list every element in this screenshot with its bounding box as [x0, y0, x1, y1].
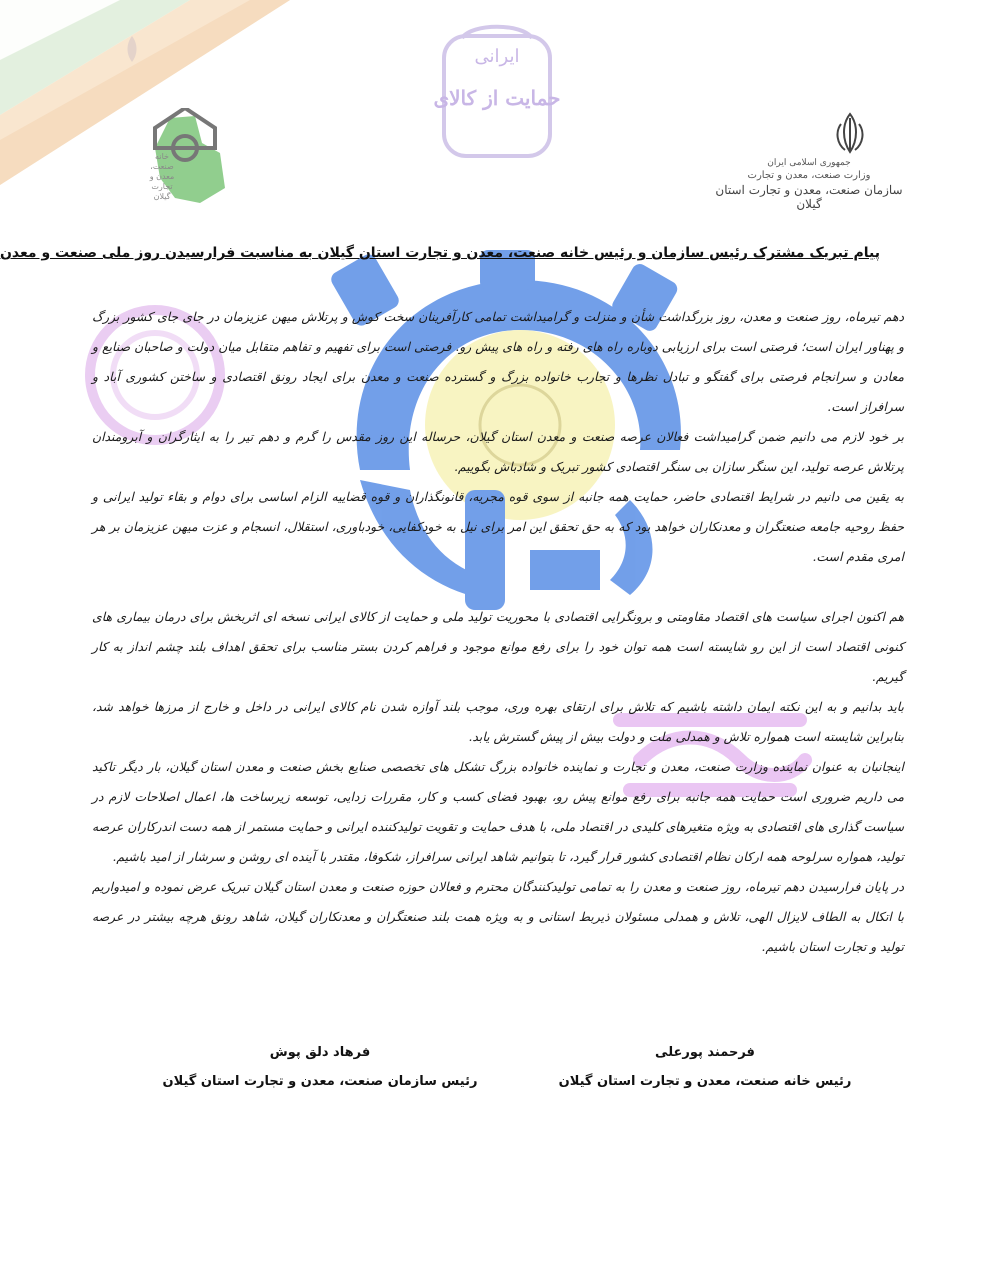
paragraph: به یقین می دانیم در شرایط اقتصادی حاضر، حمایت همه جانبه از سوی قوه مجریه، قانونگذاران و قوه قضاییه الزام اساسی برای دوام و بقاء تولید ایرانی و حفظ روحیه جامعه صنعتگران و معدنکاران خواهد بود که به حق تحقق این امر برای نیل به خودکفایی، خودباوری، استقلال، انسجام و عزت میهن عزیزمان بر هر امری مقدم است. — [92, 489, 904, 564]
organization-name-block — [709, 158, 909, 211]
signature-name: فرحمند پورعلی — [655, 1045, 755, 1060]
paragraph: اینجانبان به عنوان نماینده وزارت صنعت، معدن و تجارت و نماینده خانواده بزرگ تشکل های تخصصی صنایع بخش صنعت و معدن استان گیلان، بار دیگر تاکید می داریم ضروری است حمایت همه جانبه برای رفع موانع پیش رو، بهبود فضای کسب و کار، مقررات زدایی، توسعه زیرساخت ها، اعمال اصلاحات لازم در سیاست گذاری های اقتصادی به ویژه متغیرهای کلیدی در اقتصاد ملی، با هدف حمایت و تقویت تولیدکننده ایرانی و حمایت مستمر از همه دست اندرکاران عرصه تولید، همواره سرلوحه همه ارکان نظام اقتصادی کشور قرار گیرد، تا بتوانیم شاهد ایرانی سرافراز، شکوفا، مقتدر با آینده ای روشن و سرشار از امید باشیم. — [92, 759, 904, 864]
paragraph: هم اکنون اجرای سیاست های اقتصاد مقاومتی و برونگرایی اقتصادی با محوریت تولید ملی و حمایت از کالای ایرانی نسخه ای اثربخش برای درمان بیماری های کنونی اقتصاد است از این رو شایسته است همه توان خود را برای رفع موانع موجود و فراهم کردن بستر مناسب برای تحقق اهداف بلند چشم انداز به کار گیریم. — [92, 609, 904, 684]
iran-emblem-top-icon — [112, 30, 152, 70]
paragraph-gap — [92, 572, 904, 602]
paragraph: باید بدانیم و به این نکته ایمان داشته باشیم که تلاش برای ارتقای بهره وری، موجب بلند آوازه شدن نام کالای ایرانی در داخل و خارج از مرزها خواهد شد، بنابراین شایسته است همواره تلاش و همدلی ملت و دولت بیش از پیش گسترش یابد. — [92, 699, 904, 744]
signature-industry-house-head — [555, 1045, 855, 1089]
org-line-ministry: وزارت صنعت، معدن و تجارت — [747, 170, 871, 181]
org-line-organization: سازمان صنعت، معدن و تجارت استان گیلان — [715, 183, 903, 211]
letter-title: پیام تبریک مشترک رئیس سازمان و رئیس خانه صنعت، معدن و تجارت استان گیلان به مناسبت فرارسیدن روز ملی صنعت و معدن — [0, 245, 880, 261]
paragraph: در پایان فرارسیدن دهم تیرماه، روز صنعت و معدن را به تمامی تولیدکنندگان محترم و فعالان حوزه صنعت و معدن استان گیلان تبریک عرض نموده و امیدواریم با اتکال به الطاف لایزال الهی، تلاش و همدلی مسئولان ذیربط استانی و به ویژه همت بلند صنعتگران و معدنکاران گیلان، شاهد رونق هرچه بیشتر در عرصه تولید و تجارت استان باشیم. — [92, 879, 904, 954]
org-line-country: جمهوری اسلامی ایران — [767, 158, 851, 168]
iran-emblem-icon — [795, 110, 905, 160]
industry-house-logo-text: خانه صنعت، معدن و تجارت گیلان — [149, 152, 175, 201]
letter-body — [92, 302, 904, 962]
iranian-goods-logo — [432, 18, 562, 168]
signature-role: رئیس خانه صنعت، معدن و تجارت استان گیلان — [558, 1074, 852, 1089]
signature-organization-head — [150, 1045, 490, 1089]
paragraph: دهم تیرماه، روز صنعت و معدن، روز بزرگداشت شأن و منزلت و گرامیداشت تمامی کارآفرینان سخت کوش و پرتلاش میهن عزیزمان در جای جای کشور بزرگ و پهناور ایران است؛ فرصتی است برای ارزیابی دوباره راه های رفته و راه های پیش رو. فرصتی است برای تفهیم و تفاهم متقابل میان دولت و صاحبان صنایع و معادن و سرانجام فرصتی برای گفتگو و تبادل نظرها و تجارب خانواده بزرگ و گسترده صنعت و معدن برای ایجاد رونق اقتصادی و ساختن کشوری آباد و سرافراز است. — [92, 309, 904, 414]
signature-role: رئیس سازمان صنعت، معدن و تجارت استان گیلان — [162, 1074, 478, 1089]
signature-name: فرهاد دلق پوش — [269, 1045, 371, 1060]
iranian-goods-logo-line-1: ایرانی — [474, 46, 520, 67]
paragraph: بر خود لازم می دانیم ضمن گرامیداشت فعالان عرصه صنعت و معدن استان گیلان، حرساله این روز مقدس را گرم و دهم تیر را به ایثارگران و آبرومندان پرتلاش عرصه تولید، این سنگر سازان بی سنگر اقتصادی کشور تبریک و شادباش بگوییم. — [92, 429, 904, 474]
iranian-goods-logo-line-2: حمایت از کالای — [433, 86, 561, 110]
